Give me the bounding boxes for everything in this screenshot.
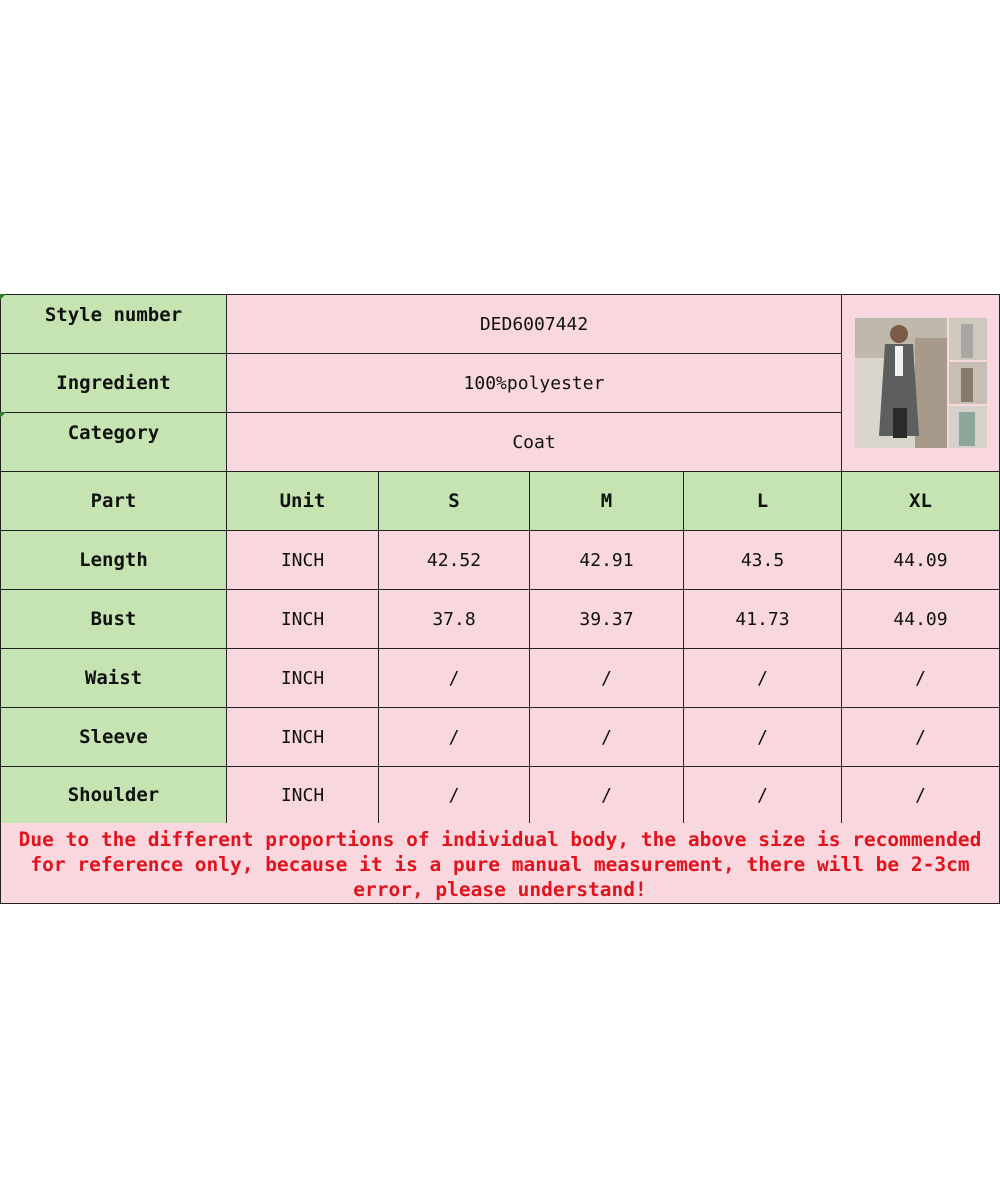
table-cell xyxy=(529,648,684,708)
value-text: / xyxy=(757,784,768,806)
category-label-text: Category xyxy=(67,422,160,444)
table-cell xyxy=(841,707,1000,767)
value-text: / xyxy=(448,726,460,748)
value-text: / xyxy=(915,726,926,748)
value-text: / xyxy=(448,667,460,689)
table-cell xyxy=(529,589,684,649)
row-label-bust xyxy=(0,589,227,649)
table-cell xyxy=(683,530,842,590)
style-number-label xyxy=(0,294,227,354)
header-part xyxy=(0,471,227,531)
table-cell xyxy=(841,589,1000,649)
product-photo-icon xyxy=(855,318,987,448)
size-disclaimer-text: Due to the different proportions of individual body, the above size is recommended for reference only, because it is a pure manual measurement, there will be 2-3cm error, please understand! xyxy=(18,828,982,901)
ingredient-label-text: Ingredient xyxy=(56,372,171,394)
row-label-text: Sleeve xyxy=(79,726,148,748)
size-disclaimer-note xyxy=(0,823,1000,904)
style-number-value xyxy=(226,294,842,354)
value-text: / xyxy=(601,784,612,806)
value-text: 44.09 xyxy=(893,549,948,571)
header-size-m-text: M xyxy=(600,490,613,512)
size-chart xyxy=(0,294,1000,904)
value-text: / xyxy=(915,667,926,689)
table-cell xyxy=(378,707,530,767)
value-text: 39.37 xyxy=(579,608,634,630)
category-value xyxy=(226,412,842,472)
table-cell xyxy=(683,766,842,824)
table-cell xyxy=(841,766,1000,824)
value-text: 44.09 xyxy=(893,608,948,630)
unit-text: INCH xyxy=(280,784,325,806)
value-text: / xyxy=(448,784,460,806)
header-size-s-text: S xyxy=(448,490,460,512)
header-unit-text: Unit xyxy=(279,490,326,512)
table-cell xyxy=(226,530,379,590)
value-text: 41.73 xyxy=(735,608,790,630)
header-unit xyxy=(226,471,379,531)
unit-text: INCH xyxy=(280,667,325,689)
value-text: / xyxy=(757,726,768,748)
table-cell xyxy=(529,530,684,590)
unit-text: INCH xyxy=(280,549,325,571)
category-label xyxy=(0,412,227,472)
value-text: 37.8 xyxy=(432,608,476,630)
unit-text: INCH xyxy=(280,608,325,630)
value-text: / xyxy=(915,784,926,806)
value-text: 42.52 xyxy=(426,549,482,571)
table-cell xyxy=(378,589,530,649)
table-cell xyxy=(683,648,842,708)
table-cell xyxy=(841,530,1000,590)
table-cell xyxy=(378,530,530,590)
table-cell xyxy=(226,648,379,708)
table-cell xyxy=(841,648,1000,708)
value-text: / xyxy=(601,667,612,689)
style-number-label-text: Style number xyxy=(44,304,183,326)
corner-mark xyxy=(0,412,6,418)
row-label-text: Shoulder xyxy=(67,784,160,806)
value-text: 43.5 xyxy=(740,549,785,571)
ingredient-value xyxy=(226,353,842,413)
table-cell xyxy=(529,707,684,767)
table-cell xyxy=(378,648,530,708)
row-label-text: Waist xyxy=(84,667,143,689)
corner-mark xyxy=(0,294,6,300)
table-cell xyxy=(226,589,379,649)
header-size-xl-text: XL xyxy=(909,490,932,512)
table-cell xyxy=(226,766,379,824)
row-label-length xyxy=(0,530,227,590)
style-number-value-text: DED6007442 xyxy=(479,313,589,335)
row-label-text: Length xyxy=(79,549,148,571)
value-text: / xyxy=(601,726,612,748)
header-size-l xyxy=(683,471,842,531)
product-photo xyxy=(841,294,1000,472)
table-cell xyxy=(683,707,842,767)
header-size-l-text: L xyxy=(756,490,769,512)
ingredient-value-text: 100%polyester xyxy=(463,372,605,394)
row-label-waist xyxy=(0,648,227,708)
unit-text: INCH xyxy=(280,726,325,748)
value-text: 42.91 xyxy=(579,549,634,571)
table-cell xyxy=(226,707,379,767)
header-size-xl xyxy=(841,471,1000,531)
header-size-m xyxy=(529,471,684,531)
table-cell xyxy=(683,589,842,649)
row-label-sleeve xyxy=(0,707,227,767)
table-cell xyxy=(529,766,684,824)
ingredient-label xyxy=(0,353,227,413)
row-label-text: Bust xyxy=(90,608,137,630)
header-part-text: Part xyxy=(90,490,137,512)
table-cell xyxy=(378,766,530,824)
header-size-s xyxy=(378,471,530,531)
row-label-shoulder xyxy=(0,766,227,824)
value-text: / xyxy=(757,667,768,689)
category-value-text: Coat xyxy=(512,431,556,453)
